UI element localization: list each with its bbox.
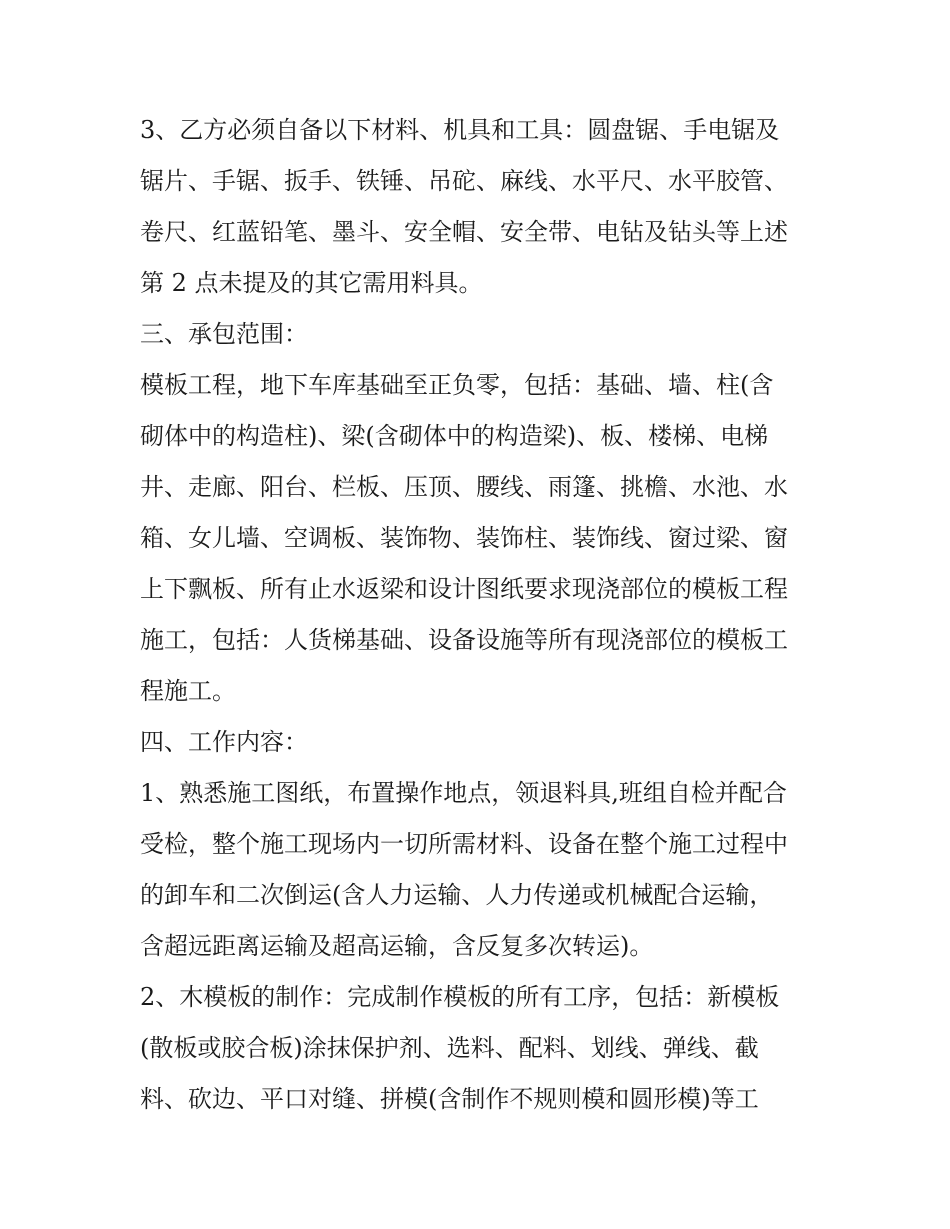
text-line: 卷尺、红蓝铅笔、墨斗、安全帽、安全带、电钻及钻头等上述 <box>140 218 788 246</box>
text-line: 含超远距离运输及超高运输，含反复多次转运)。 <box>140 932 654 960</box>
document-body <box>140 105 820 1125</box>
text-line: 的卸车和二次倒运(含人力运输、人力传递或机械配合运输， <box>140 881 774 909</box>
section-heading: 四、工作内容： <box>140 728 308 756</box>
text-line: 施工，包括：人货梯基础、设备设施等所有现浇部位的模板工 <box>140 626 788 654</box>
text-line: 箱、女儿墙、空调板、装饰物、装饰柱、装饰线、窗过梁、窗 <box>140 524 788 552</box>
text-line: 2、木模板的制作：完成制作模板的所有工序，包括：新模板 <box>140 983 780 1011</box>
text-line: 受检，整个施工现场内一切所需材料、设备在整个施工过程中 <box>140 830 788 858</box>
text-line: 砌体中的构造柱)、梁(含砌体中的构造梁)、板、楼梯、电梯 <box>140 422 769 450</box>
text-line: 井、走廊、阳台、栏板、压顶、腰线、雨篷、挑檐、水池、水 <box>140 473 788 501</box>
text-line: 第 2 点未提及的其它需用料具。 <box>140 269 483 297</box>
text-line: 锯片、手锯、扳手、铁锤、吊砣、麻线、水平尺、水平胶管、 <box>140 167 788 195</box>
section-heading: 三、承包范围： <box>140 320 308 348</box>
text-line: 上下飘板、所有止水返梁和设计图纸要求现浇部位的模板工程 <box>140 575 788 603</box>
text-line: 程施工。 <box>140 677 236 705</box>
text-line: (散板或胶合板)涂抹保护剂、选料、配料、划线、弹线、截 <box>140 1034 759 1062</box>
text-line: 模板工程，地下车库基础至正负零，包括：基础、墙、柱(含 <box>140 371 774 399</box>
text-line: 料、砍边、平口对缝、拼模(含制作不规则模和圆形模)等工 <box>140 1085 759 1113</box>
text-line: 3、乙方必须自备以下材料、机具和工具：圆盘锯、手电锯及 <box>140 116 780 144</box>
text-line: 1、熟悉施工图纸，布置操作地点，领退料具,班组自检并配合 <box>140 779 787 807</box>
